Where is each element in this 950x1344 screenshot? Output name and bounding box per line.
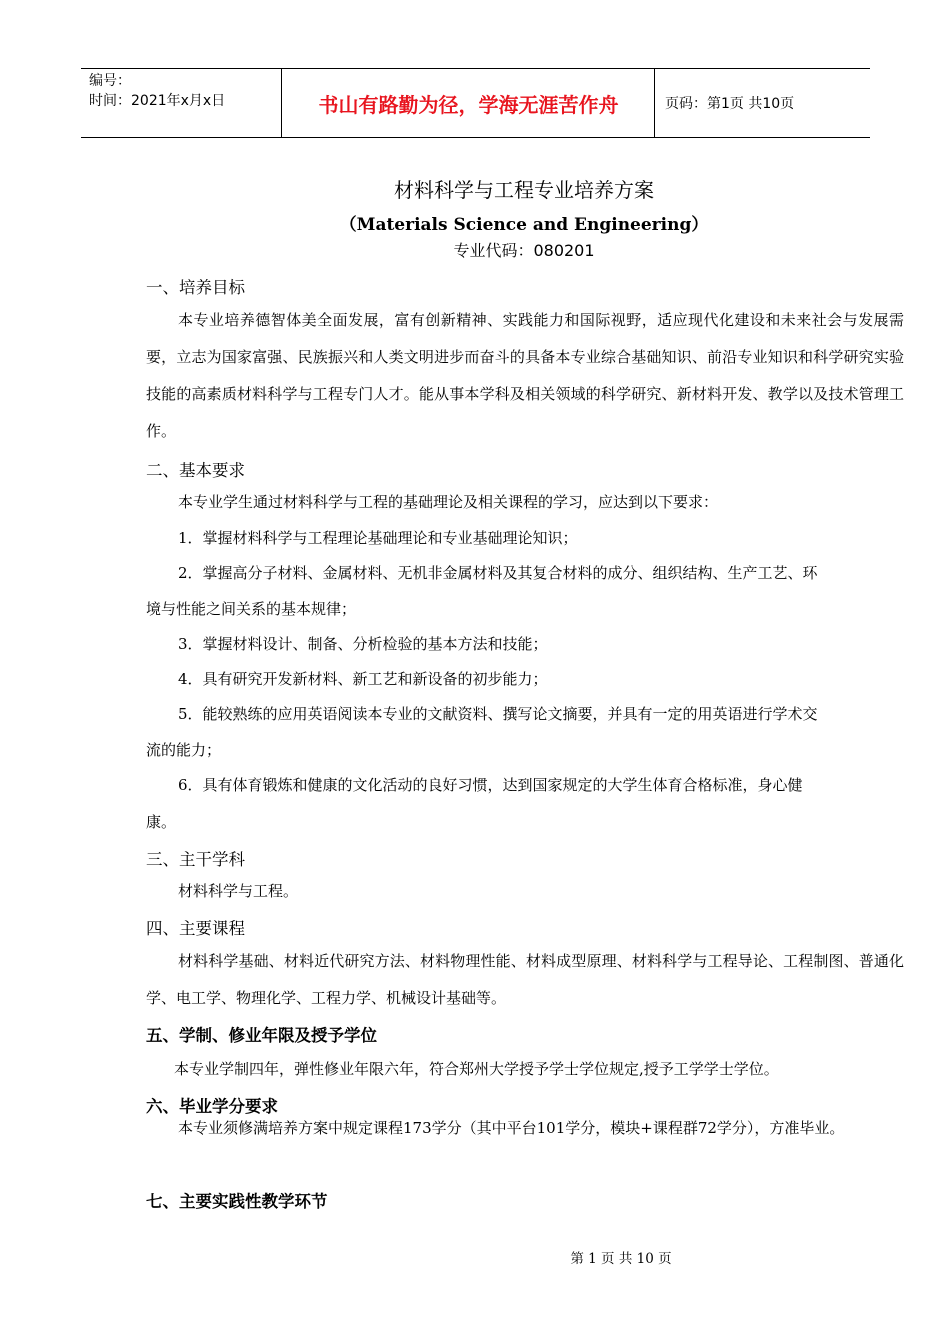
section-heading-7: 七、主要实践性教学环节 — [146, 1192, 328, 1211]
section-heading-1: 一、培养目标 — [146, 278, 245, 297]
section-1-text: 本专业培养德智体美全面发展，富有创新精神、实践能力和国际视野，适应现代化建设和未来社会与发展需要，立志为国家富强、民族振兴和人类文明进步而奋斗的具备本专业综合基础知识、前沿专业知识和科学研究实验技能的高素质材料科学与工程专门人才。能从事本学科及相关领域的科学研究、新材料开发、教学以及技术管理工作。 — [146, 311, 904, 440]
number-label: 编号： — [89, 73, 131, 89]
requirement-item-6: 6．具有体育锻炼和健康的文化活动的良好习惯，达到国家规定的大学生体育合格标准，身心健 — [178, 776, 803, 794]
page-footer: 第 1 页 共 10 页 — [570, 1251, 672, 1267]
section-heading-6: 六、毕业学分要求 — [146, 1097, 278, 1116]
section-5-text: 本专业学制四年，弹性修业年限六年，符合郑州大学授予学士学位规定,授予工学学士学位。 — [174, 1060, 779, 1078]
header-page-info: 页码：第1页 共10页 — [665, 96, 795, 112]
section-heading-3: 三、主干学科 — [146, 850, 245, 869]
requirement-item-5: 5．能较熟练的应用英语阅读本专业的文献资料、撰写论文摘要，并具有一定的用英语进行学术交 — [178, 705, 818, 723]
requirement-item-2-cont: 境与性能之间关系的基本规律； — [146, 600, 357, 618]
requirement-item-5-cont: 流的能力； — [146, 741, 222, 759]
doc-subtitle: （Materials Science and Engineering） — [339, 215, 709, 235]
major-code: 专业代码：080201 — [453, 241, 595, 260]
header-box — [81, 68, 870, 138]
section-3-text: 材料科学与工程。 — [178, 882, 299, 900]
requirement-item-3: 3．掌握材料设计、制备、分析检验的基本方法和技能； — [178, 635, 548, 653]
time-label: 时间：2021年x月x日 — [89, 93, 226, 109]
requirement-item-4: 4．具有研究开发新材料、新工艺和新设备的初步能力； — [178, 670, 548, 688]
section-4-text: 材料科学基础、材料近代研究方法、材料物理性能、材料成型原理、材料科学与工程导论、工程制图、普通化学、电工学、物理化学、工程力学、机械设计基础等。 — [146, 952, 904, 1007]
requirement-item-2: 2．掌握高分子材料、金属材料、无机非金属材料及其复合材料的成分、组织结构、生产工艺、环 — [178, 564, 818, 582]
requirement-item-6-cont: 康。 — [146, 813, 177, 831]
doc-title: 材料科学与工程专业培养方案 — [394, 178, 654, 202]
section-heading-5: 五、学制、修业年限及授予学位 — [146, 1026, 377, 1045]
section-2-intro: 本专业学生通过材料科学与工程的基础理论及相关课程的学习，应达到以下要求： — [178, 493, 719, 511]
requirement-item-1: 1．掌握材料科学与工程理论基础理论和专业基础理论知识； — [178, 529, 578, 547]
header-motto: 书山有路勤为径，学海无涯苦作舟 — [318, 92, 619, 117]
section-heading-2: 二、基本要求 — [146, 461, 245, 480]
section-heading-4: 四、主要课程 — [146, 919, 245, 938]
header-meta — [89, 71, 225, 111]
section-6-text: 本专业须修满培养方案中规定课程173学分（其中平台101学分，模块+课程群72学分），方准毕业。 — [178, 1119, 845, 1137]
